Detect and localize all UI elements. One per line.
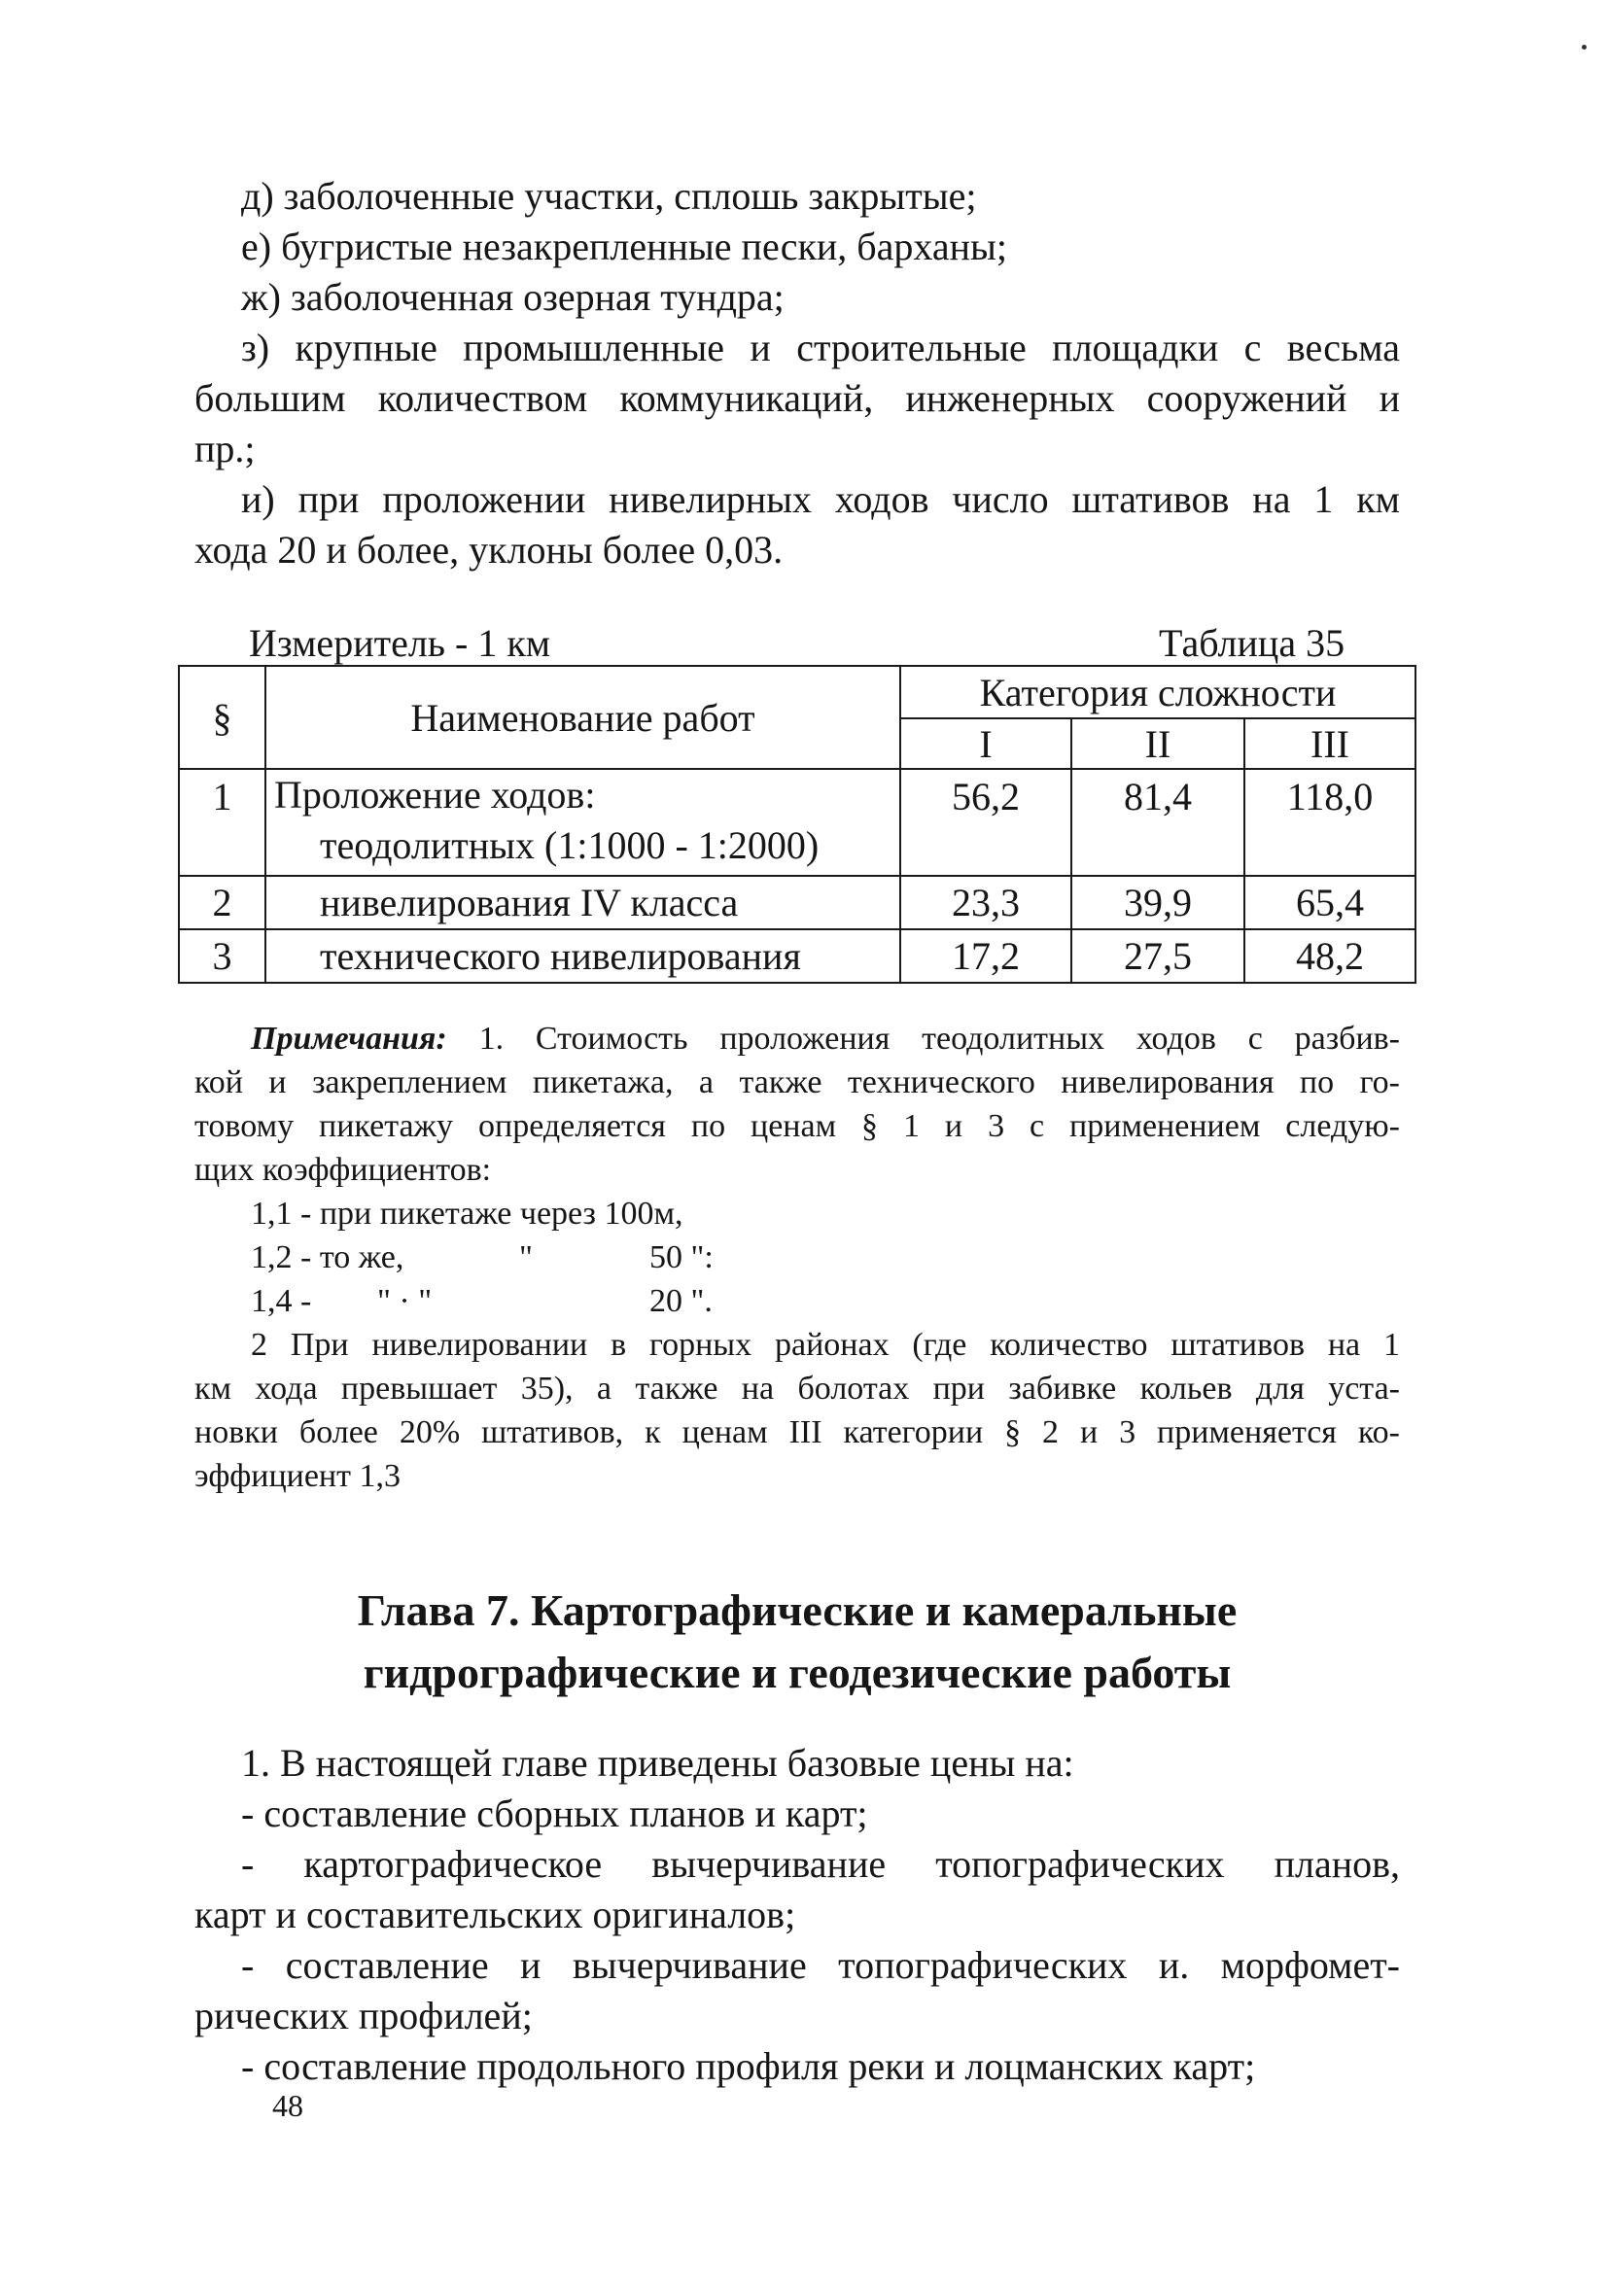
page-number: 48 <box>272 2088 303 2123</box>
notes-label: Примечания: <box>251 1021 447 1057</box>
table-unit: Измеритель - 1 км <box>249 621 551 665</box>
notes-block: Примечания: 1. Стоимость проложения теодолитных ходов с разбив- кой и закреплением пикетажа, а также технического нивелирования по го- товому пикетажу определяется по ценам § 1 и 3 с применением следую- щих коэффициентов: <box>194 1021 1401 1188</box>
row-num: 2 <box>179 876 265 929</box>
scan-speck <box>1582 45 1587 50</box>
header-cat-1: I <box>900 718 1071 769</box>
list-block <box>194 171 1400 323</box>
row-value-3: 65,4 <box>1244 876 1415 929</box>
row-value-3: 118,0 <box>1244 769 1415 876</box>
row-name: технического нивелирования <box>265 929 900 983</box>
coef-line-2: 1,2 - то же, " 50 ": <box>251 1239 714 1275</box>
row-value-1: 17,2 <box>900 929 1071 983</box>
list-item-e: е) бугристые незакрепленные пески, барханы; <box>241 225 1008 268</box>
header-section: § <box>179 666 265 769</box>
row-value-2: 39,9 <box>1071 876 1244 929</box>
list-item-zh: ж) заболоченная озерная тундра; <box>241 275 785 319</box>
header-cat-3: III <box>1244 718 1415 769</box>
row-num: 3 <box>179 929 265 983</box>
row-value-2: 27,5 <box>1071 929 1244 983</box>
row-value-3: 48,2 <box>1244 929 1415 983</box>
chapter-heading: Глава 7. Картографические и камеральные гидрографические и геодезические работы <box>357 1585 1238 1697</box>
row-value-2: 81,4 <box>1071 769 1244 876</box>
coef-line-1: 1,1 - при пикетаже через 100м, <box>251 1196 683 1232</box>
table-title: Таблица 35 <box>1159 621 1345 665</box>
list-item-i: и) при проложении нивелирных ходов число штативов на 1 км хода 20 и более, уклоны более 0,03. <box>194 477 1400 572</box>
row-num: 1 <box>179 769 265 876</box>
row-value-1: 23,3 <box>900 876 1071 929</box>
coef-line-3: 1,4 - " · " 20 ". <box>251 1283 713 1319</box>
row-value-1: 56,2 <box>900 769 1071 876</box>
table-35 <box>178 665 1416 984</box>
row-name: Проложение ходов: теодолитных (1:1000 - 1:2000) <box>265 769 900 876</box>
header-cat-2: II <box>1071 718 1244 769</box>
header-name: Наименование работ <box>265 666 900 769</box>
row-name: нивелирования IV класса <box>265 876 900 929</box>
list-item-z: з) крупные промышленные и строительные площадки с весьма большим количеством коммуникаций, инженерных сооружений и пр.; <box>194 326 1400 470</box>
table-row <box>179 876 1415 929</box>
body-text: 1. В настоящей главе приведены базовые цены на: - составление сборных планов и карт; - картографическое вычерчивание топографических планов, карт и составительских оригиналов; - составление и вычерчивание топографических и. морфомет- рических профилей; - составление продольного профиля реки и лоцманских карт; <box>194 1741 1400 2088</box>
list-item-d: д) заболоченные участки, сплошь закрытые; <box>241 174 977 218</box>
table-row <box>179 769 1415 876</box>
header-category: Категория сложности <box>900 666 1415 718</box>
table-row <box>179 929 1415 983</box>
note-2: 2 При нивелировании в горных районах (где количество штативов на 1 км хода превышает 35), а также на болотах при забивке кольев для уста- новки более 20% штативов, к ценам III категории § 2 и 3 применяется ко- эффициент 1,3 <box>194 1327 1400 1494</box>
